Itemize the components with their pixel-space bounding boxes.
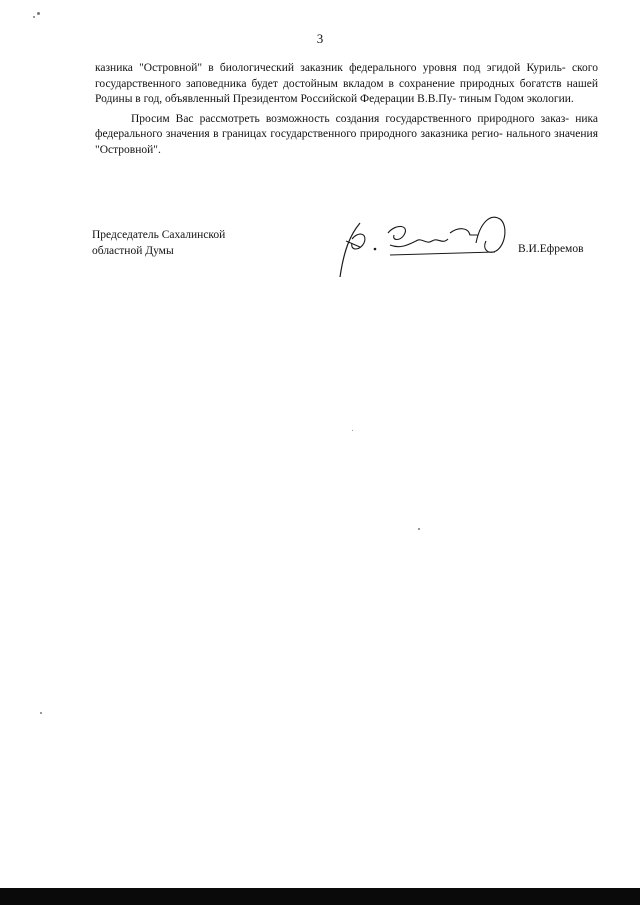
body-line: нального значения "Островной". (95, 128, 598, 156)
handwritten-signature (330, 205, 520, 285)
signer-title-line-1: Председатель Сахалинской (92, 229, 226, 241)
signer-name: В.И.Ефремов (518, 243, 584, 255)
scan-speck (418, 528, 420, 530)
body-line: ника федерального значения в границах государственного природного заказника регио- (95, 112, 599, 140)
signer-title (92, 228, 225, 259)
body-line: ского государственного заповедника будет достойным вкладом в сохранение природных (95, 62, 598, 90)
signer-title-line-2: областной Думы (92, 244, 174, 257)
page-number: 3 (316, 31, 324, 46)
body-line: Просим Вас рассмотреть возможность создания государственного природного заказ- (131, 112, 570, 125)
scan-speck (352, 430, 353, 431)
body-line: богатств нашей Родины в год, объявленный Президентом Российской Федерации В.В.Пу- (95, 77, 599, 105)
body-line: тиным Годом экологии. (459, 93, 574, 105)
scan-speck (37, 12, 40, 15)
scan-speck (33, 16, 35, 18)
signature-block (0, 0, 640, 300)
scan-speck (40, 712, 42, 714)
body-line: казника "Островной" в биологический заказник федерального уровня под эгидой Куриль- (95, 62, 566, 74)
scan-bottom-edge (0, 888, 640, 905)
